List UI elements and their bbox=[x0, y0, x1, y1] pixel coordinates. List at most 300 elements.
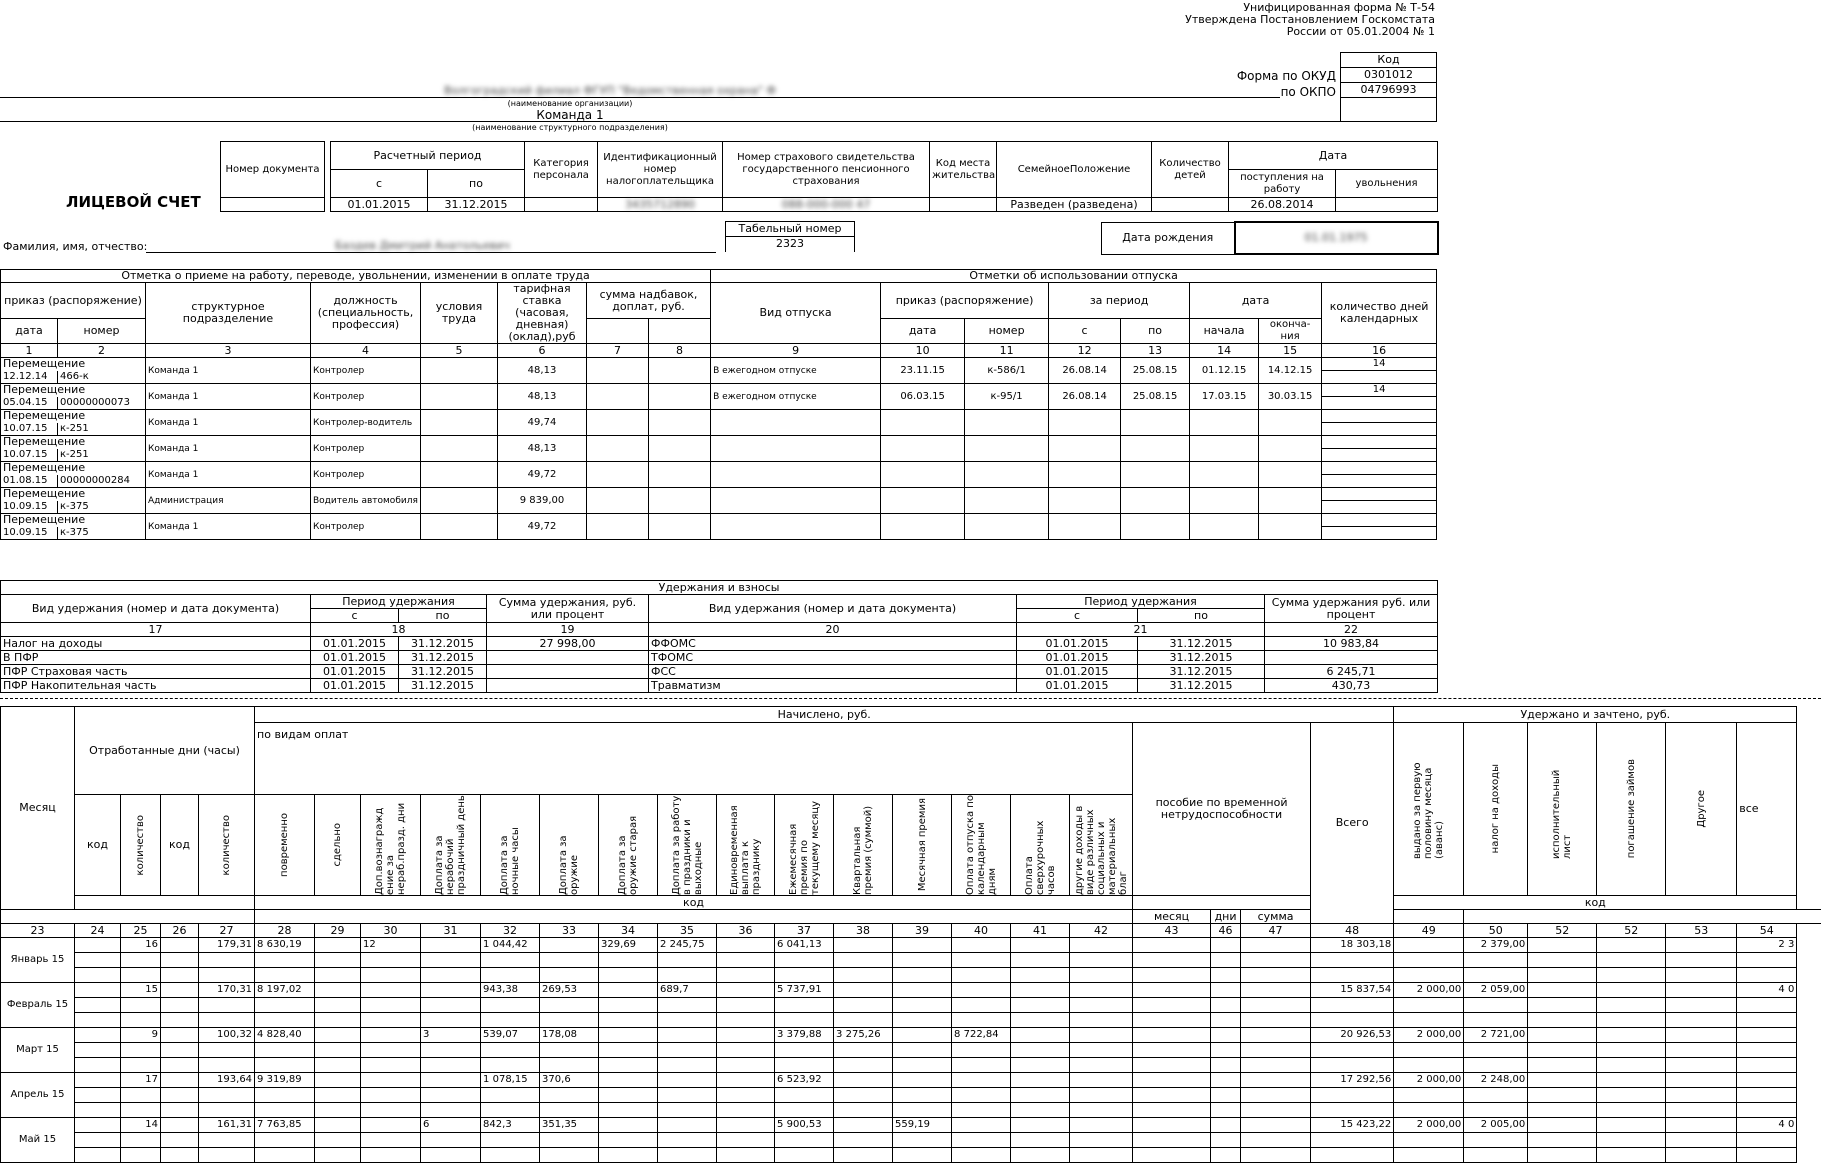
payroll-row bbox=[1, 983, 1821, 998]
period-header: Расчетный период bbox=[331, 142, 525, 170]
col-num: 48 bbox=[1311, 924, 1394, 938]
hiring-number: 00000000284 bbox=[58, 475, 146, 488]
birth-value: 01.01.1975 bbox=[1235, 222, 1438, 254]
hiring-position: Водитель автомобиля bbox=[311, 488, 421, 514]
payroll-c31: 6 bbox=[421, 1118, 481, 1133]
hiring-number: 466-к bbox=[58, 371, 146, 384]
payroll-days: 17 bbox=[121, 1073, 161, 1088]
period-to-label: по bbox=[428, 170, 525, 198]
payroll-c50: 2 721,00 bbox=[1464, 1028, 1528, 1043]
col-num: 41 bbox=[1011, 924, 1070, 938]
payroll-c38 bbox=[834, 938, 893, 953]
acc-col-3: Доплата за нерабочий праздничный день bbox=[434, 795, 468, 895]
ded-to: 31.12.2015 bbox=[399, 679, 487, 693]
acc-col-5: Доплата за оружие bbox=[558, 835, 581, 895]
col-num: 36 bbox=[717, 924, 775, 938]
hiring-rate: 48,13 bbox=[498, 436, 587, 462]
payroll-total: 18 303,18 bbox=[1311, 938, 1394, 953]
payroll-row bbox=[1, 938, 1821, 953]
okud-value: 0301012 bbox=[1341, 68, 1437, 83]
payroll-c49: 2 000,00 bbox=[1394, 1028, 1464, 1043]
hiring-type: Перемещение bbox=[1, 488, 146, 501]
hiring-date: 05.04.15 bbox=[1, 397, 58, 410]
col-num: 14 bbox=[1190, 344, 1259, 358]
acc-col-11: Месячная премия bbox=[916, 798, 928, 892]
payroll-days: 14 bbox=[121, 1118, 161, 1133]
period-to-value: 31.12.2015 bbox=[428, 198, 525, 212]
acc-col-9: Ежемесячная премия по текущему месяцу bbox=[787, 800, 821, 895]
conditions-header: условия труда bbox=[421, 283, 498, 344]
ded-sum bbox=[487, 651, 649, 665]
payroll-subrow bbox=[1, 1058, 1821, 1073]
period-from-value: 01.01.2015 bbox=[331, 198, 428, 212]
payroll-subrow bbox=[1, 1133, 1821, 1148]
vac-to-label: по bbox=[1121, 319, 1190, 344]
hiring-row bbox=[1, 462, 1437, 475]
col-num: 20 bbox=[649, 623, 1017, 637]
ded-period-header-right: Период удержания bbox=[1017, 595, 1265, 609]
birth-label: Дата рождения bbox=[1102, 222, 1235, 254]
ded-sum: 27 998,00 bbox=[487, 637, 649, 651]
ded-kind: В ПФР bbox=[1, 651, 311, 665]
hiring-rate: 9 839,00 bbox=[498, 488, 587, 514]
deductions-title: Удержания и взносы bbox=[1, 581, 1438, 595]
payroll-c30 bbox=[361, 983, 421, 998]
vacation-order-date: 23.11.15 bbox=[881, 358, 965, 384]
payroll-subrow bbox=[1, 1103, 1821, 1118]
ded-from: 01.01.2015 bbox=[311, 651, 399, 665]
wh-col-3: погашение займов bbox=[1625, 759, 1637, 859]
payroll-c37: 5 900,53 bbox=[775, 1118, 834, 1133]
col-num: 40 bbox=[952, 924, 1011, 938]
vacation-end: 30.03.15 bbox=[1259, 384, 1322, 410]
acc-code-label: код bbox=[255, 896, 1133, 910]
payroll-total: 15 837,54 bbox=[1311, 983, 1394, 998]
col-num: 3 bbox=[146, 344, 311, 358]
vacation-dates-header: дата bbox=[1190, 283, 1322, 319]
ded-kind: ПФР Страховая часть bbox=[1, 665, 311, 679]
payroll-subrow bbox=[1, 953, 1821, 968]
vac-end-label: оконча-ния bbox=[1259, 319, 1322, 344]
kod-label: Код bbox=[1341, 53, 1437, 68]
col-num: 47 bbox=[1241, 924, 1311, 938]
doc-number-header: Номер документа bbox=[221, 142, 325, 198]
ded-to: 31.12.2015 bbox=[399, 637, 487, 651]
hiring-dept: Команда 1 bbox=[146, 410, 311, 436]
ded-kind-header-left: Вид удержания (номер и дата документа) bbox=[1, 595, 311, 623]
payroll-days: 16 bbox=[121, 938, 161, 953]
ded-from-left: с bbox=[311, 609, 399, 623]
deduction-row bbox=[1, 679, 1438, 693]
form-header bbox=[1100, 2, 1435, 38]
bonus-header: сумма надбавок, доплат, руб. bbox=[587, 283, 711, 319]
okpo-label: по ОКПО bbox=[1280, 85, 1336, 99]
vac-start-label: начала bbox=[1190, 319, 1259, 344]
hiring-date: 10.07.15 bbox=[1, 423, 58, 436]
ded-to: 31.12.2015 bbox=[1138, 679, 1265, 693]
payroll-c28: 8 630,19 bbox=[255, 938, 315, 953]
vacation-title: Отметки об использовании отпуска bbox=[711, 270, 1437, 283]
acc-col-10: Квартальная премия (суммой) bbox=[852, 805, 875, 895]
tabel-value: 2323 bbox=[726, 237, 855, 252]
payroll-c32: 1 044,42 bbox=[481, 938, 540, 953]
col-num: 25 bbox=[121, 924, 161, 938]
acc-col-1: сдельно bbox=[332, 823, 344, 867]
date-header: Дата bbox=[1229, 142, 1438, 170]
acc-col-14: другие доходы в виде различных социальных и материальных благ bbox=[1073, 805, 1129, 895]
struct-header: структурное подразделение bbox=[146, 283, 311, 344]
vacation-days: 14 bbox=[1322, 384, 1437, 397]
rate-header: тарифная ставка (часовая, дневная) (оклад),руб bbox=[498, 283, 587, 344]
hiring-number: 00000000073 bbox=[58, 397, 146, 410]
col-num: 29 bbox=[315, 924, 361, 938]
hiring-type: Перемещение bbox=[1, 462, 146, 475]
col-num: 15 bbox=[1259, 344, 1322, 358]
ded-to: 31.12.2015 bbox=[1138, 665, 1265, 679]
hiring-number: к-251 bbox=[58, 423, 146, 436]
payroll-days: 15 bbox=[121, 983, 161, 998]
col-num: 50 bbox=[1464, 924, 1528, 938]
col-num: 35 bbox=[658, 924, 717, 938]
payroll-c32: 943,38 bbox=[481, 983, 540, 998]
by-type-label: по видам оплат bbox=[255, 723, 1133, 795]
payroll-c28: 7 763,85 bbox=[255, 1118, 315, 1133]
okud-label: Форма по ОКУД bbox=[1236, 69, 1336, 83]
snils-value: 088-000-000 47 bbox=[723, 198, 930, 212]
hiring-dept: Команда 1 bbox=[146, 514, 311, 540]
payroll-subrow bbox=[1, 1013, 1821, 1028]
fire-header: увольнения bbox=[1336, 170, 1438, 198]
col-num: 12 bbox=[1049, 344, 1121, 358]
col-num: 26 bbox=[161, 924, 199, 938]
col-num: 24 bbox=[75, 924, 121, 938]
hiring-date: 10.09.15 bbox=[1, 527, 58, 540]
col-num: 4 bbox=[311, 344, 421, 358]
hiring-dept: Команда 1 bbox=[146, 436, 311, 462]
hiring-type: Перемещение bbox=[1, 384, 146, 397]
organization-name: Волгоградский филиал ФГУП "Ведомственная охрана" Ф bbox=[444, 84, 776, 97]
info-table bbox=[220, 141, 1438, 212]
vacation-from: 26.08.14 bbox=[1049, 384, 1121, 410]
vacation-to: 25.08.15 bbox=[1121, 384, 1190, 410]
payroll-c49: 2 000,00 bbox=[1394, 1073, 1464, 1088]
payroll-c40: 8 722,84 bbox=[952, 1028, 1011, 1043]
col-num: 8 bbox=[649, 344, 711, 358]
month-header: Месяц bbox=[1, 707, 75, 910]
birth-table bbox=[1101, 221, 1439, 255]
hiring-position: Контролер bbox=[311, 358, 421, 384]
subdivision-caption: (наименование структурного подразделения) bbox=[472, 123, 668, 132]
acc-col-2: Доп.вознагражд ение за нераб.празд. дни bbox=[374, 802, 408, 895]
order-date-label: дата bbox=[1, 319, 58, 344]
payroll-c50: 2 248,00 bbox=[1464, 1073, 1528, 1088]
ded-sum bbox=[1265, 651, 1438, 665]
ded-kind-header-right: Вид удержания (номер и дата документа) bbox=[649, 595, 1017, 623]
payroll-hours: 179,31 bbox=[199, 938, 255, 953]
payroll-hours: 161,31 bbox=[199, 1118, 255, 1133]
vacation-order-num: к-586/1 bbox=[965, 358, 1049, 384]
payroll-month: Апрель 15 bbox=[1, 1073, 75, 1118]
sick-month-label: месяц bbox=[1133, 910, 1211, 924]
family-value: Разведен (разведена) bbox=[997, 198, 1152, 212]
ded-to-left: по bbox=[399, 609, 487, 623]
hiring-rate: 48,13 bbox=[498, 384, 587, 410]
col-num: 7 bbox=[587, 344, 649, 358]
col-num: 11 bbox=[965, 344, 1049, 358]
fio-value: Баздев Дмитрий Анатольевич bbox=[335, 239, 510, 252]
hiring-number: к-375 bbox=[58, 527, 146, 540]
payroll-hours: 193,64 bbox=[199, 1073, 255, 1088]
payroll-row bbox=[1, 1118, 1821, 1133]
ded-sum-header-left: Сумма удержания, руб. или процент bbox=[487, 595, 649, 623]
ded-kind: ФФОМС bbox=[649, 637, 1017, 651]
ded-from: 01.01.2015 bbox=[1017, 651, 1138, 665]
col-num: 54 bbox=[1737, 924, 1797, 938]
vacation-days: 14 bbox=[1322, 358, 1437, 371]
payroll-c33: 178,08 bbox=[540, 1028, 599, 1043]
col-num: 27 bbox=[199, 924, 255, 938]
hiring-position: Контролер bbox=[311, 462, 421, 488]
ded-from: 01.01.2015 bbox=[1017, 665, 1138, 679]
vacation-from: 26.08.14 bbox=[1049, 358, 1121, 384]
deduction-row bbox=[1, 665, 1438, 679]
payroll-subrow bbox=[1, 1043, 1821, 1058]
payroll-month: Январь 15 bbox=[1, 938, 75, 983]
all-label: все bbox=[1737, 723, 1797, 896]
hiring-date: 10.09.15 bbox=[1, 501, 58, 514]
acc-col-8: Единовременная выплата к празднику bbox=[729, 805, 763, 895]
vac-order-number-label: номер bbox=[965, 319, 1049, 344]
hiring-position: Контролер bbox=[311, 384, 421, 410]
payroll-c31: 3 bbox=[421, 1028, 481, 1043]
hiring-dept: Администрация bbox=[146, 488, 311, 514]
ded-to: 31.12.2015 bbox=[399, 665, 487, 679]
payroll-c40 bbox=[952, 938, 1011, 953]
vacation-period-header: за период bbox=[1049, 283, 1190, 319]
ded-to-right: по bbox=[1138, 609, 1265, 623]
col-num: 49 bbox=[1394, 924, 1464, 938]
payroll-c39: 559,19 bbox=[893, 1118, 952, 1133]
payroll-c32: 842,3 bbox=[481, 1118, 540, 1133]
acc-col-4: Доплата за ночные часы bbox=[499, 827, 522, 895]
subdivision-name: Команда 1 bbox=[536, 108, 604, 122]
worked-code-2: код bbox=[161, 795, 199, 896]
worked-code-1: код bbox=[75, 795, 121, 896]
payroll-total: 15 423,22 bbox=[1311, 1118, 1394, 1133]
residence-header: Код места жительства bbox=[930, 142, 997, 198]
col-num: 21 bbox=[1017, 623, 1265, 637]
col-num: 38 bbox=[834, 924, 893, 938]
acc-col-12: Оплата отпуска по календарным дням bbox=[964, 795, 998, 895]
payroll-c39 bbox=[893, 938, 952, 953]
payroll-c37: 6 041,13 bbox=[775, 938, 834, 953]
vacation-type: В ежегодном отпуске bbox=[711, 384, 881, 410]
hiring-row bbox=[1, 410, 1437, 423]
inn-header: Идентификационный номер налогоплательщика bbox=[598, 142, 723, 198]
ded-from: 01.01.2015 bbox=[1017, 637, 1138, 651]
col-num: 34 bbox=[599, 924, 658, 938]
hiring-rate: 49,72 bbox=[498, 514, 587, 540]
hiring-type: Перемещение bbox=[1, 436, 146, 449]
deductions-table bbox=[0, 580, 1438, 693]
vacation-start: 01.12.15 bbox=[1190, 358, 1259, 384]
col-num: 33 bbox=[540, 924, 599, 938]
vacation-to: 25.08.15 bbox=[1121, 358, 1190, 384]
vac-from-label: с bbox=[1049, 319, 1121, 344]
payroll-subrow bbox=[1, 1148, 1821, 1163]
vacation-type: В ежегодном отпуске bbox=[711, 358, 881, 384]
deduction-row bbox=[1, 637, 1438, 651]
col-num: 16 bbox=[1322, 344, 1437, 358]
ded-sum bbox=[487, 665, 649, 679]
payroll-c49: 2 000,00 bbox=[1394, 983, 1464, 998]
payroll-c35: 689,7 bbox=[658, 983, 717, 998]
acc-col-13: Оплата сверхурочных часов bbox=[1023, 820, 1057, 895]
col-num: 13 bbox=[1121, 344, 1190, 358]
payroll-c28: 8 197,02 bbox=[255, 983, 315, 998]
col-num: 52 bbox=[1528, 924, 1597, 938]
payroll-total: 17 292,56 bbox=[1311, 1073, 1394, 1088]
payroll-c35: 2 245,75 bbox=[658, 938, 717, 953]
hiring-dept: Команда 1 bbox=[146, 358, 311, 384]
ded-kind: ФСС bbox=[649, 665, 1017, 679]
wh-col-0: выдано за первую половину месяца (аванс) bbox=[1412, 762, 1446, 859]
hiring-row bbox=[1, 358, 1437, 371]
vacation-order-num: к-95/1 bbox=[965, 384, 1049, 410]
payroll-c49: 2 000,00 bbox=[1394, 1118, 1464, 1133]
payroll-c37: 6 523,92 bbox=[775, 1073, 834, 1088]
inn-value: 3435712890 bbox=[598, 198, 723, 212]
sick-sum-label: сумма bbox=[1241, 910, 1311, 924]
hiring-position: Контролер-водитель bbox=[311, 410, 421, 436]
ded-from: 01.01.2015 bbox=[1017, 679, 1138, 693]
col-num: 18 bbox=[311, 623, 487, 637]
hiring-row bbox=[1, 384, 1437, 397]
col-num: 22 bbox=[1265, 623, 1438, 637]
wh-col-1: налог на доходы bbox=[1490, 764, 1502, 854]
wh-col-2: исполнительный лист bbox=[1551, 769, 1574, 859]
col-num: 2 bbox=[58, 344, 146, 358]
payroll-hours: 170,31 bbox=[199, 983, 255, 998]
payroll-c34: 329,69 bbox=[599, 938, 658, 953]
organization-caption: (наименование организации) bbox=[507, 99, 633, 108]
payroll-row bbox=[1, 1028, 1821, 1043]
payroll-c33: 370,6 bbox=[540, 1073, 599, 1088]
col-num: 32 bbox=[481, 924, 540, 938]
payroll-c50: 2 059,00 bbox=[1464, 983, 1528, 998]
payroll-hours: 100,32 bbox=[199, 1028, 255, 1043]
hire-header: поступления на работу bbox=[1229, 170, 1336, 198]
category-header: Категория персонала bbox=[525, 142, 598, 198]
form-header-line2: Утверждена Постановлением Госкомстата bbox=[1185, 13, 1435, 26]
payroll-month: Март 15 bbox=[1, 1028, 75, 1073]
ded-from: 01.01.2015 bbox=[311, 637, 399, 651]
ded-sum: 6 245,71 bbox=[1265, 665, 1438, 679]
ded-kind: Травматизм bbox=[649, 679, 1017, 693]
wh-col-4: Другое bbox=[1695, 790, 1707, 828]
hiring-date: 12.12.14 bbox=[1, 371, 58, 384]
worked-qty-1: количество bbox=[135, 814, 146, 876]
family-header: СемейноеПоложение bbox=[997, 142, 1152, 198]
col-num: 10 bbox=[881, 344, 965, 358]
hiring-type: Перемещение bbox=[1, 410, 146, 423]
payroll-c50: 2 379,00 bbox=[1464, 938, 1528, 953]
hiring-row bbox=[1, 514, 1437, 527]
hiring-vacation-table bbox=[0, 269, 1437, 540]
order-header: приказ (распоряжение) bbox=[1, 283, 146, 319]
sick-days-label: дни bbox=[1211, 910, 1241, 924]
form-header-line3: России от 05.01.2004 № 1 bbox=[1286, 25, 1435, 38]
payroll-c33: 269,53 bbox=[540, 983, 599, 998]
col-num: 1 bbox=[1, 344, 58, 358]
col-num: 52 bbox=[1597, 924, 1666, 938]
payroll-c54: 2 3 bbox=[1737, 938, 1797, 953]
payroll-days: 9 bbox=[121, 1028, 161, 1043]
col-num: 28 bbox=[255, 924, 315, 938]
ded-sum bbox=[487, 679, 649, 693]
hiring-type: Перемещение bbox=[1, 514, 146, 527]
payroll-c54 bbox=[1737, 1028, 1797, 1043]
col-num: 31 bbox=[421, 924, 481, 938]
payroll-c37: 5 737,91 bbox=[775, 983, 834, 998]
col-num: 46 bbox=[1211, 924, 1241, 938]
hiring-dept: Команда 1 bbox=[146, 384, 311, 410]
col-num: 53 bbox=[1666, 924, 1737, 938]
acc-col-0: повременно bbox=[279, 813, 291, 877]
vacation-days-header: количество дней календарных bbox=[1322, 283, 1437, 344]
okpo-value: 04796993 bbox=[1341, 83, 1437, 98]
payroll-c28: 9 319,89 bbox=[255, 1073, 315, 1088]
vacation-start: 17.03.15 bbox=[1190, 384, 1259, 410]
payroll-c54: 4 0 bbox=[1737, 1118, 1797, 1133]
hiring-date: 01.08.15 bbox=[1, 475, 58, 488]
ded-from-right: с bbox=[1017, 609, 1138, 623]
payroll-c33: 351,35 bbox=[540, 1118, 599, 1133]
children-header: Количество детей bbox=[1152, 142, 1229, 198]
ded-period-header-left: Период удержания bbox=[311, 595, 487, 609]
payroll-subrow bbox=[1, 998, 1821, 1013]
payroll-c32: 1 078,15 bbox=[481, 1073, 540, 1088]
fio-label: Фамилия, имя, отчество: bbox=[3, 240, 148, 253]
payroll-c32: 539,07 bbox=[481, 1028, 540, 1043]
ded-sum-header-right: Сумма удержания руб. или процент bbox=[1265, 595, 1438, 623]
col-num: 42 bbox=[1070, 924, 1133, 938]
hire-date-value: 26.08.2014 bbox=[1229, 198, 1336, 212]
sick-header: пособие по временной нетрудоспособности bbox=[1133, 723, 1311, 896]
col-num: 43 bbox=[1133, 924, 1211, 938]
hiring-row bbox=[1, 436, 1437, 449]
hiring-title: Отметка о приеме на работу, переводе, увольнении, изменении в оплате труда bbox=[1, 270, 711, 283]
ded-from: 01.01.2015 bbox=[311, 665, 399, 679]
ded-kind: ПФР Накопительная часть bbox=[1, 679, 311, 693]
hiring-row bbox=[1, 488, 1437, 501]
payroll-month: Май 15 bbox=[1, 1118, 75, 1163]
col-num: 17 bbox=[1, 623, 311, 637]
hiring-position: Контролер bbox=[311, 514, 421, 540]
snils-header: Номер страхового свидетельства государственного пенсионного страхования bbox=[723, 142, 930, 198]
col-num: 23 bbox=[1, 924, 75, 938]
deduction-row bbox=[1, 651, 1438, 665]
hiring-rate: 49,74 bbox=[498, 410, 587, 436]
form-header-line1: Унифицированная форма № Т-54 bbox=[1243, 1, 1435, 14]
hiring-position: Контролер bbox=[311, 436, 421, 462]
col-num: 9 bbox=[711, 344, 881, 358]
ded-from: 01.01.2015 bbox=[311, 679, 399, 693]
hiring-number: к-375 bbox=[58, 501, 146, 514]
period-from-label: с bbox=[331, 170, 428, 198]
ded-sum: 10 983,84 bbox=[1265, 637, 1438, 651]
worked-header: Отработанные дни (часы) bbox=[75, 707, 255, 795]
